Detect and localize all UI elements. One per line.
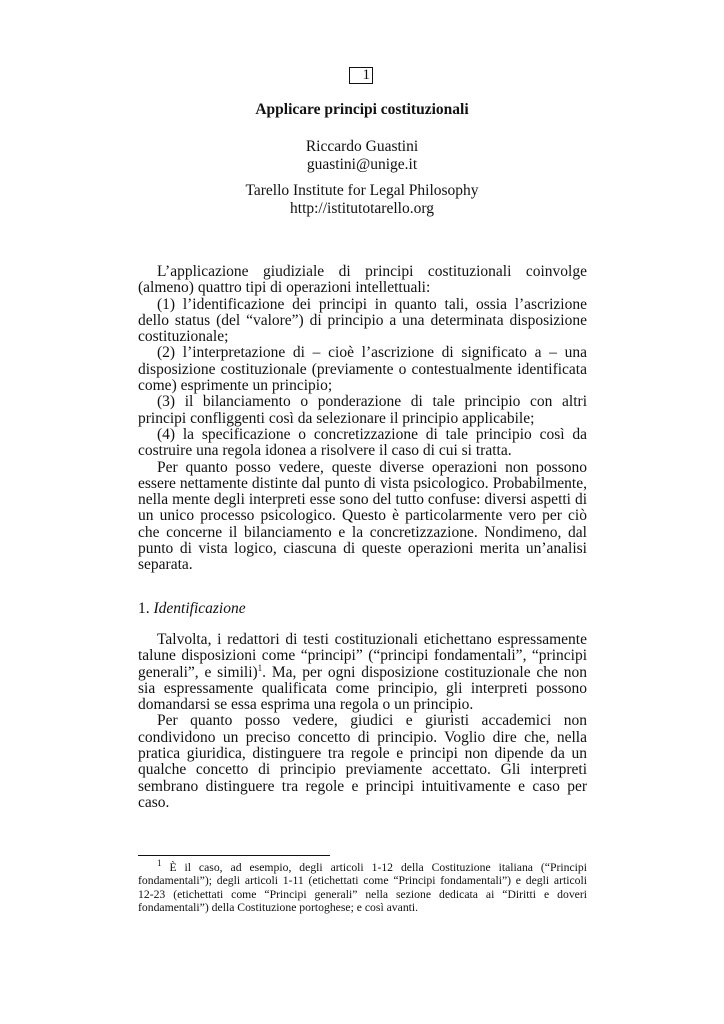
intro-paragraph: Per quanto posso vedere, queste diverse operazioni non possono essere nettamente distinte dal punto di vista psicologico. Probabilmente, nella mente degli interpreti esse sono del tutto confuse: diversi aspetti di un unico processo psicologico. Questo è particolarmente vero per ciò che concerne il bilanciamento e la concretizzazione. Nondimeno, dal punto di vista logico, ciascuna di queste operazioni merita un’analisi separata. bbox=[138, 458, 587, 574]
footnote-reference[interactable]: 1 bbox=[257, 662, 263, 673]
section-paragraph bbox=[138, 632, 587, 713]
footnote-text: È il caso, ad esempio, degli articoli 1-12 della Costituzione italiana (“Principi fondamentali”); degli articoli 1-11 (etichettati come “Principi fondamentali”) e degli articoli 12-23 (etichettati come “Principi generali” nella sezione dedicata ai “Diritti e doveri fondamentali”) della Costituzione portoghese; e così avanti. bbox=[138, 861, 588, 915]
paragraph-text: . Ma, per ogni disposizione costituzionale che non sia espressamente qualificata come principio, gli interpreti possono domandarsi se essa esprima una regola o un principio. bbox=[138, 663, 588, 714]
document-title: Applicare principi costituzionali bbox=[255, 101, 469, 118]
intro-paragraph: (4) la specificazione o concretizzazione di tale principio così da costruire una regola idonea a risolvere il caso di cui si tratta. bbox=[138, 425, 587, 460]
section-title: Identificazione bbox=[153, 600, 246, 617]
section-paragraph: Per quanto posso vedere, giudici e giuristi accademici non condividono un preciso concetto di principio. Voglio dire che, nella pratica giuridica, distinguere tra regole e principi non dipende da un qualche concetto di principio previamente accettato. Gli interpreti sembrano distinguere tra regole e principi intuitivamente e caso per caso. bbox=[138, 712, 587, 811]
intro-paragraph: (1) l’identificazione dei principi in quanto tali, ossia l’ascrizione dello status (del “valore”) di principio a una determinata disposizione costituzionale; bbox=[138, 295, 587, 346]
institution-url: http://istitutotarello.org bbox=[290, 200, 434, 217]
section-body bbox=[138, 632, 587, 811]
intro-section bbox=[138, 264, 587, 574]
footnote bbox=[138, 858, 588, 915]
institution-name: Tarello Institute for Legal Philosophy bbox=[245, 182, 479, 199]
page-number: 1 bbox=[349, 67, 373, 84]
intro-paragraph: (2) l’interpretazione di – cioè l’ascrizione di significato a – una disposizione costituzionale (previamente o contestualmente identificata come) esprimente un principio; bbox=[138, 344, 587, 395]
footnote-mark: 1 bbox=[157, 858, 162, 869]
footnote-divider bbox=[138, 855, 330, 856]
author-email: guastini@unige.it bbox=[306, 156, 418, 173]
paragraph-text: Talvolta, i redattori di testi costituzionali etichettano espressamente talune disposizioni come “principi” (“principi fondamentali”, “principi generali”, e simili) bbox=[138, 631, 587, 681]
intro-paragraph: L’applicazione giudiziale di principi costituzionali coinvolge (almeno) quattro tipi di operazioni intellettuali: bbox=[138, 263, 587, 297]
intro-paragraph: (3) il bilanciamento o ponderazione di tale principio con altri principi confliggenti così da selezionare il principio applicabile; bbox=[138, 393, 587, 427]
author-name: Riccardo Guastini bbox=[305, 138, 419, 155]
section-number: 1. bbox=[138, 600, 150, 617]
section-heading bbox=[138, 600, 246, 618]
